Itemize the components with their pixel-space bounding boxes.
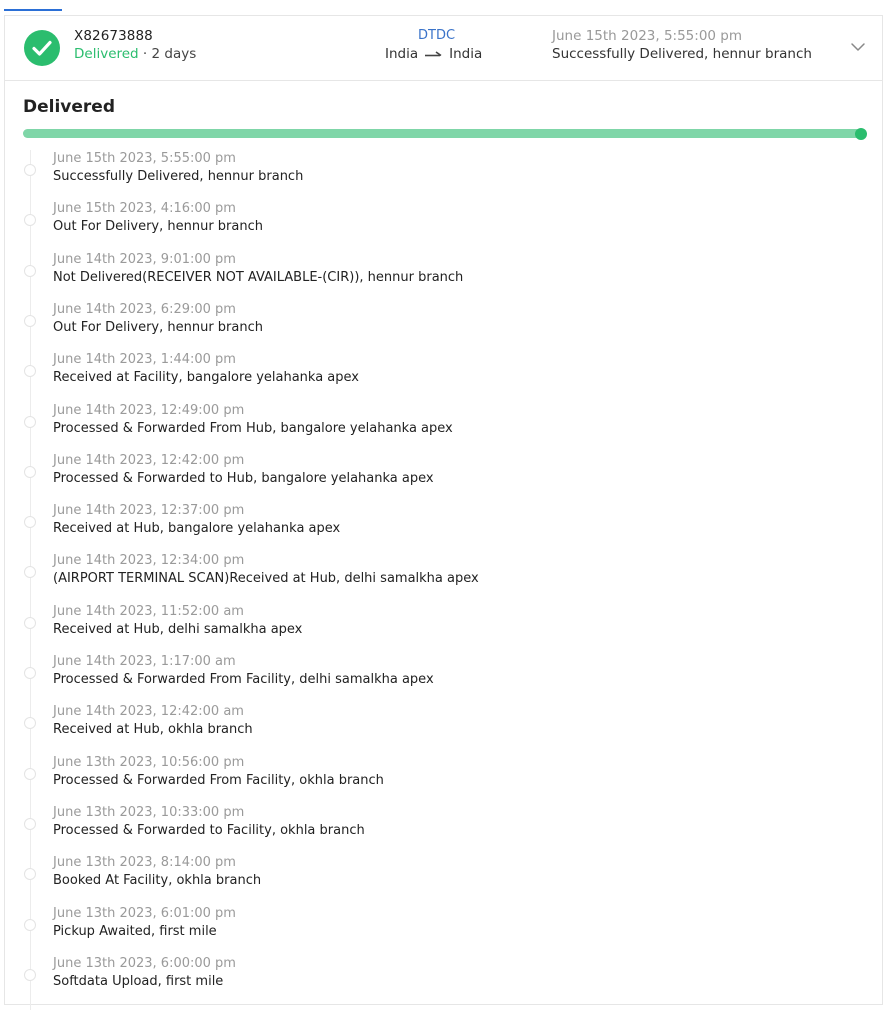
- timeline-event: [5, 754, 882, 804]
- timeline-node: [24, 868, 36, 880]
- event-description: Out For Delivery, hennur branch: [53, 219, 263, 235]
- chevron-down-icon[interactable]: [850, 41, 866, 53]
- event-description: Processed & Forwarded From Facility, delhi samalkha apex: [53, 672, 434, 687]
- event-description: (AIRPORT TERMINAL SCAN)Received at Hub, delhi samalkha apex: [53, 571, 479, 587]
- event-description: Successfully Delivered, hennur branch: [53, 169, 304, 184]
- timeline-event: [5, 502, 882, 552]
- timeline-node: [24, 969, 36, 981]
- timeline-node: [24, 416, 36, 428]
- timeline-node: [24, 768, 36, 780]
- event-time: June 14th 2023, 12:34:00 pm: [53, 553, 245, 569]
- check-circle-icon: [24, 30, 60, 66]
- event-description: Booked At Facility, okhla branch: [53, 873, 262, 889]
- event-time: June 13th 2023, 6:00:00 pm: [53, 955, 236, 971]
- timeline-node: [24, 365, 36, 377]
- event-description: Processed & Forwarded From Hub, bangalore yelahanka apex: [53, 420, 453, 436]
- event-time: June 14th 2023, 1:17:00 am: [53, 654, 236, 669]
- event-description: Processed & Forwarded to Hub, bangalore yelahanka apex: [53, 470, 434, 486]
- timeline-node: [24, 919, 36, 931]
- timeline-node: [24, 667, 36, 679]
- event-description: Received at Facility, bangalore yelahanka apex: [53, 370, 359, 386]
- event-description: Out For Delivery, hennur branch: [53, 319, 263, 335]
- timeline-event: [5, 905, 882, 955]
- timeline-event: [5, 251, 882, 301]
- timeline-event: [5, 854, 882, 904]
- timeline-node: [24, 617, 36, 629]
- timeline-node: [24, 566, 36, 578]
- event-time: June 14th 2023, 12:42:00 pm: [53, 452, 245, 468]
- detail-heading: Delivered: [23, 97, 115, 117]
- event-time: June 15th 2023, 4:16:00 pm: [53, 201, 236, 217]
- event-description: Received at Hub, bangalore yelahanka apex: [53, 521, 341, 537]
- event-description: Processed & Forwarded From Facility, okhla branch: [53, 772, 384, 788]
- last-update-time: June 15th 2023, 5:55:00 pm: [552, 28, 743, 44]
- event-time: June 14th 2023, 12:42:00 am: [53, 704, 244, 720]
- event-time: June 14th 2023, 1:44:00 pm: [53, 352, 236, 368]
- event-time: June 14th 2023, 9:01:00 pm: [53, 251, 236, 267]
- status-summary: [74, 46, 196, 62]
- event-description: Pickup Awaited, first mile: [53, 923, 217, 939]
- event-description: Processed & Forwarded to Facility, okhla branch: [53, 822, 365, 838]
- event-time: June 14th 2023, 12:37:00 pm: [53, 503, 245, 519]
- timeline-event: [5, 603, 882, 653]
- event-description: Received at Hub, okhla branch: [53, 722, 253, 738]
- timeline-event: [5, 955, 882, 1005]
- timeline-event: [5, 452, 882, 502]
- timeline-node: [24, 466, 36, 478]
- destination-country: India: [449, 46, 483, 62]
- timeline-node: [24, 315, 36, 327]
- timeline-event: [5, 703, 882, 753]
- timeline-node: [24, 265, 36, 277]
- timeline-event: [5, 200, 882, 250]
- timeline-event: [5, 653, 882, 703]
- timeline-event: [5, 552, 882, 602]
- progress-fill: [23, 129, 861, 138]
- timeline-event: [5, 402, 882, 452]
- origin-country: India: [385, 46, 419, 62]
- active-tab-indicator: [4, 9, 62, 11]
- progress-bar: [23, 129, 861, 138]
- courier-name: DTDC: [418, 28, 456, 43]
- timeline-node: [24, 214, 36, 226]
- event-description: Softdata Upload, first mile: [53, 973, 224, 989]
- event-description: Not Delivered(RECEIVER NOT AVAILABLE-(CIR)), hennur branch: [53, 269, 464, 285]
- timeline-event: [5, 301, 882, 351]
- event-time: June 14th 2023, 12:49:00 pm: [53, 402, 245, 418]
- transit-duration: 2 days: [151, 46, 197, 62]
- event-time: June 13th 2023, 6:01:00 pm: [53, 905, 236, 921]
- arrow-right-icon: [425, 49, 443, 59]
- event-time: June 15th 2023, 5:55:00 pm: [53, 151, 236, 166]
- progress-end-dot: [855, 128, 867, 140]
- status-text: Delivered: [74, 46, 139, 62]
- event-time: June 13th 2023, 10:56:00 pm: [53, 754, 245, 770]
- timeline-node: [24, 818, 36, 830]
- tracking-number: X82673888: [74, 28, 153, 44]
- last-update-description: Successfully Delivered, hennur branch: [552, 46, 812, 62]
- status-separator: ·: [138, 46, 152, 62]
- timeline-event: [5, 351, 882, 401]
- event-description: Received at Hub, delhi samalkha apex: [53, 621, 303, 637]
- event-time: June 14th 2023, 6:29:00 pm: [53, 301, 236, 317]
- timeline-event: [5, 804, 882, 854]
- event-time: June 13th 2023, 8:14:00 pm: [53, 855, 236, 871]
- timeline-event: [5, 150, 882, 200]
- event-time: June 13th 2023, 10:33:00 pm: [53, 804, 245, 820]
- event-time: June 14th 2023, 11:52:00 am: [53, 603, 244, 619]
- shipment-summary-row[interactable]: [5, 16, 882, 81]
- timeline-node: [24, 717, 36, 729]
- shipment-card: [4, 15, 883, 1005]
- timeline-node: [24, 164, 36, 176]
- timeline-node: [24, 516, 36, 528]
- route: [385, 46, 482, 62]
